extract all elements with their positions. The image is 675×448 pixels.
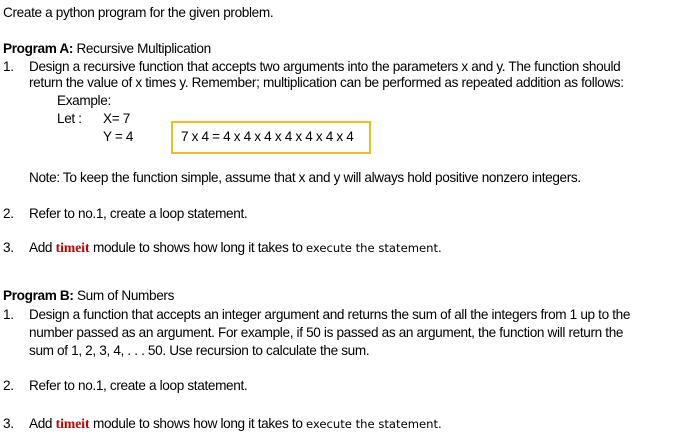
- program-a-item-3-text: [29, 240, 442, 256]
- program-a-item-3-pre: Add: [29, 240, 56, 255]
- program-a-item-3-number: 3.: [3, 240, 14, 255]
- program-a-item-3-post: execute the statement.: [305, 241, 442, 255]
- program-b-item-3-mid: module to shows how long it takes to: [89, 416, 306, 431]
- program-b-heading: [3, 288, 174, 304]
- expression-box: [171, 121, 371, 154]
- y-assignment: Y = 4: [103, 129, 134, 144]
- program-b-title: Sum of Numbers: [73, 288, 175, 303]
- program-a-heading: [3, 41, 211, 57]
- program-b-item-2-number: 2.: [3, 378, 14, 393]
- program-a-item-3-mid: module to shows how long it takes to: [89, 240, 306, 255]
- program-b-item-3-post: execute the statement.: [305, 417, 442, 431]
- program-a-item-2-text: Refer to no.1, create a loop statement.: [29, 206, 248, 221]
- program-b-item-1-line-1: Design a function that accepts an integer argument and returns the sum of all the integers from 1 up to the: [29, 307, 631, 322]
- program-a-item-1-line-2: return the value of x times y. Remember; multiplication can be performed as repeated addition as follows:: [29, 75, 624, 90]
- program-b-item-3-number: 3.: [3, 416, 14, 431]
- program-a-item-2-number: 2.: [3, 206, 14, 221]
- expression-text: 7 x 4 = 4 x 4 x 4 x 4 x 4 x 4 x 4: [181, 129, 354, 144]
- program-a-title: Recursive Multiplication: [73, 41, 211, 56]
- let-label: Let :: [57, 111, 82, 126]
- program-b-item-1-number: 1.: [3, 307, 14, 322]
- note-text: Note: To keep the function simple, assume that x and y will always hold positive nonzero integers.: [29, 170, 581, 185]
- timeit-keyword: timeit: [55, 416, 90, 431]
- program-b-item-3-text: [29, 416, 442, 432]
- x-assignment: X= 7: [103, 111, 130, 126]
- program-b-item-3-pre: Add: [29, 416, 56, 431]
- program-b-item-2-text: Refer to no.1, create a loop statement.: [29, 378, 248, 393]
- program-b-item-1-line-3: sum of 1, 2, 3, 4, . . . 50. Use recursion to calculate the sum.: [29, 343, 370, 358]
- program-a-item-1-number: 1.: [3, 59, 14, 74]
- program-a-item-1-line-1: Design a recursive function that accepts two arguments into the parameters x and y. The function should: [29, 59, 621, 74]
- program-b-label: Program B:: [3, 288, 74, 303]
- example-label: Example:: [57, 93, 111, 108]
- program-a-label: Program A:: [3, 41, 74, 56]
- timeit-keyword: timeit: [55, 240, 90, 255]
- intro-text: Create a python program for the given problem.: [3, 5, 274, 20]
- program-b-item-1-line-2: number passed as an argument. For example, if 50 is passed as an argument, the function will return the: [29, 325, 624, 340]
